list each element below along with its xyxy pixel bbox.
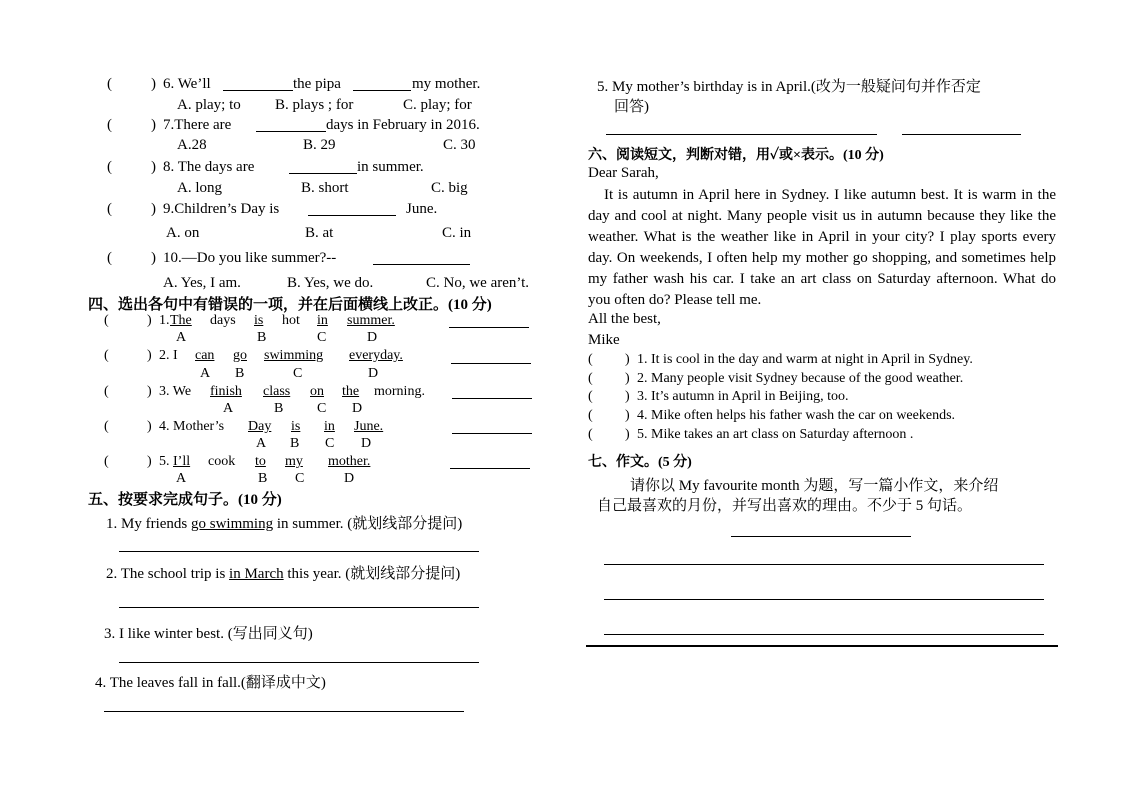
question-text: 6. We’ll bbox=[163, 76, 211, 92]
word: morning. bbox=[374, 384, 425, 399]
letter: C bbox=[317, 401, 327, 416]
question-text: 7.There are bbox=[163, 117, 232, 133]
essay-line[interactable] bbox=[604, 564, 1044, 565]
answer-line[interactable] bbox=[104, 711, 464, 712]
word-c: my bbox=[285, 454, 303, 469]
essay-line[interactable] bbox=[604, 599, 1044, 600]
correction-line[interactable] bbox=[451, 363, 531, 364]
letter: A bbox=[176, 471, 187, 486]
section-6-title: 六、阅读短文，判断对错，用✓或×表示。(10 分) bbox=[588, 148, 884, 163]
letter-signature: Mike bbox=[588, 332, 620, 348]
question-text: the pipa bbox=[293, 76, 341, 92]
sentence-part: this year. (就划线部分提问) bbox=[283, 566, 461, 582]
tf-statement: 5. Mike takes an art class on Saturday afternoon . bbox=[637, 427, 914, 442]
option-b: B. Yes, we do. bbox=[287, 275, 374, 291]
letter: B bbox=[274, 401, 284, 416]
paren-close: ) bbox=[625, 427, 630, 442]
word: cook bbox=[208, 454, 236, 469]
option-b: B. plays ; for bbox=[275, 97, 354, 113]
correction-line[interactable] bbox=[449, 327, 529, 328]
answer-blank[interactable] bbox=[289, 159, 357, 174]
option-c: C. in bbox=[442, 225, 472, 241]
paren-close: ) bbox=[151, 159, 156, 175]
tf-statement: 3. It’s autumn in April in Beijing, too. bbox=[637, 389, 849, 404]
answer-line[interactable] bbox=[119, 551, 479, 552]
paren-open: ( bbox=[588, 352, 593, 367]
option-c: C. 30 bbox=[443, 137, 476, 153]
paren-open: ( bbox=[588, 371, 593, 386]
paren-open: ( bbox=[104, 454, 109, 469]
rewrite-q5-cont: 回答) bbox=[614, 99, 649, 115]
word-d: summer. bbox=[347, 313, 395, 328]
word-d: June. bbox=[354, 419, 384, 434]
answer-blank[interactable] bbox=[353, 76, 411, 91]
word-d: the bbox=[342, 384, 360, 399]
word-a: I’ll bbox=[173, 454, 191, 469]
rewrite-q4: 4. The leaves fall in fall.(翻译成中文) bbox=[95, 675, 326, 691]
letter: D bbox=[344, 471, 355, 486]
paren-close: ) bbox=[147, 384, 152, 399]
word-b: is bbox=[254, 313, 264, 328]
option-a: A. play; to bbox=[177, 97, 241, 113]
word-a: can bbox=[195, 348, 215, 363]
word: hot bbox=[282, 313, 300, 328]
paren-open: ( bbox=[104, 419, 109, 434]
tf-statement: 4. Mike often helps his father wash the car on weekends. bbox=[637, 408, 956, 423]
sentence-part: 1. My friends bbox=[106, 516, 191, 532]
letter: B bbox=[235, 366, 245, 381]
correction-line[interactable] bbox=[450, 468, 530, 469]
answer-blank[interactable] bbox=[223, 76, 293, 91]
paren-open: ( bbox=[104, 384, 109, 399]
letter: C bbox=[295, 471, 305, 486]
word-a: The bbox=[170, 313, 192, 328]
correction-line[interactable] bbox=[452, 398, 532, 399]
word-d: everyday. bbox=[349, 348, 403, 363]
paren-open: ( bbox=[104, 348, 109, 363]
section-4-title: 四、选出各句中有错误的一项，并在后面横线上改正。(10 分) bbox=[88, 297, 492, 313]
tf-statement: 2. Many people visit Sydney because of the good weather. bbox=[637, 371, 964, 386]
answer-line[interactable] bbox=[606, 134, 877, 135]
word: days bbox=[210, 313, 236, 328]
question-text: 8. The days are bbox=[163, 159, 255, 175]
paren-close: ) bbox=[151, 76, 156, 92]
item-number: 1. bbox=[159, 313, 170, 328]
option-c: C. No, we aren’t. bbox=[426, 275, 530, 291]
letter: B bbox=[258, 471, 268, 486]
letter: D bbox=[368, 366, 379, 381]
question-text: days in February in 2016. bbox=[326, 117, 480, 133]
paren-close: ) bbox=[147, 454, 152, 469]
underlined-phrase: go swimming bbox=[191, 516, 274, 532]
section-7-title: 七、作文。(5 分) bbox=[588, 455, 692, 470]
rewrite-q1 bbox=[106, 512, 462, 533]
letter: A bbox=[200, 366, 211, 381]
word-c: on bbox=[310, 384, 324, 399]
essay-prompt: 请你以 My favourite month 为题，写一篇小作文，来介绍 bbox=[630, 478, 999, 494]
question-text: 10.—Do you like summer?-- bbox=[163, 250, 337, 266]
essay-title-line[interactable] bbox=[731, 536, 911, 537]
answer-line[interactable] bbox=[119, 607, 479, 608]
paren-open: ( bbox=[104, 313, 109, 328]
question-text: 9.Children’s Day is bbox=[163, 201, 280, 217]
option-a: A. on bbox=[166, 225, 200, 241]
letter: B bbox=[290, 436, 300, 451]
item-number: 5. bbox=[159, 454, 170, 469]
letter: D bbox=[367, 330, 378, 345]
correction-line[interactable] bbox=[452, 433, 532, 434]
underlined-phrase: in March bbox=[229, 566, 284, 582]
rewrite-q2 bbox=[106, 562, 460, 583]
sentence-part: 2. The school trip is bbox=[106, 566, 230, 582]
reading-passage: It is autumn in April here in Sydney. I like autumn best. It is warm in the day and cool at night. Many people visit us in autumn because they like the weather. What is the weather like in April in your city? I play sports every day. On weekends, I often help my mother go shopping, and sometimes help my father wash his car. I take an art class on Saturday afternoon. What do you often do? Please tell me. bbox=[588, 187, 1056, 308]
column-divider bbox=[586, 645, 1058, 647]
word-a: finish bbox=[210, 384, 242, 399]
option-b: B. 29 bbox=[303, 137, 336, 153]
answer-blank[interactable] bbox=[308, 201, 396, 216]
option-c: C. play; for bbox=[403, 97, 472, 113]
rewrite-q5: 5. My mother’s birthday is in April.(改为一般疑问句并作否定 bbox=[597, 79, 981, 95]
paren-open: ( bbox=[107, 250, 112, 266]
paren-open: ( bbox=[107, 159, 112, 175]
paren-close: ) bbox=[625, 352, 630, 367]
word-c: in bbox=[324, 419, 335, 434]
letter: C bbox=[325, 436, 335, 451]
question-text: my mother. bbox=[412, 76, 481, 92]
paren-open: ( bbox=[107, 76, 112, 92]
option-b: B. at bbox=[305, 225, 334, 241]
answer-line[interactable] bbox=[119, 662, 479, 663]
option-c: C. big bbox=[431, 180, 468, 196]
answer-line[interactable] bbox=[902, 134, 1021, 135]
rewrite-q3: 3. I like winter best. (写出同义句) bbox=[104, 626, 313, 642]
letter: A bbox=[176, 330, 187, 345]
word-a: Day bbox=[248, 419, 272, 434]
item-number: 2. I bbox=[159, 348, 178, 363]
paren-close: ) bbox=[147, 348, 152, 363]
word-b: class bbox=[263, 384, 291, 399]
paren-open: ( bbox=[107, 117, 112, 133]
paren-open: ( bbox=[107, 201, 112, 217]
letter-salutation: Dear Sarah, bbox=[588, 165, 659, 181]
essay-line[interactable] bbox=[604, 634, 1044, 635]
letter: D bbox=[352, 401, 363, 416]
word-c: in bbox=[317, 313, 328, 328]
paren-close: ) bbox=[147, 313, 152, 328]
paren-close: ) bbox=[151, 117, 156, 133]
answer-blank[interactable] bbox=[373, 250, 470, 265]
letter: C bbox=[293, 366, 303, 381]
word-b: is bbox=[291, 419, 301, 434]
paren-open: ( bbox=[588, 427, 593, 442]
letter: A bbox=[256, 436, 267, 451]
word-b: go bbox=[233, 348, 247, 363]
tf-statement: 1. It is cool in the day and warm at night in April in Sydney. bbox=[637, 352, 973, 367]
item-number: 4. Mother’s bbox=[159, 419, 225, 434]
word-c: swimming bbox=[264, 348, 324, 363]
paren-open: ( bbox=[588, 389, 593, 404]
option-a: A. Yes, I am. bbox=[163, 275, 241, 291]
paren-close: ) bbox=[151, 250, 156, 266]
letter: D bbox=[361, 436, 372, 451]
option-a: A. long bbox=[177, 180, 222, 196]
letter: B bbox=[257, 330, 267, 345]
option-b: B. short bbox=[301, 180, 349, 196]
paren-close: ) bbox=[147, 419, 152, 434]
answer-blank[interactable] bbox=[256, 117, 326, 132]
option-a: A.28 bbox=[177, 137, 207, 153]
item-number: 3. We bbox=[159, 384, 192, 399]
paren-close: ) bbox=[625, 408, 630, 423]
question-text: June. bbox=[406, 201, 438, 217]
letter-closing: All the best, bbox=[588, 311, 661, 327]
essay-prompt-cont: 自己最喜欢的月份，并写出喜欢的理由。不少于 5 句话。 bbox=[597, 498, 973, 514]
word-d: mother. bbox=[328, 454, 371, 469]
paren-close: ) bbox=[625, 371, 630, 386]
paren-close: ) bbox=[151, 201, 156, 217]
paren-close: ) bbox=[625, 389, 630, 404]
paren-open: ( bbox=[588, 408, 593, 423]
letter: C bbox=[317, 330, 327, 345]
word-b: to bbox=[255, 454, 266, 469]
question-text: in summer. bbox=[357, 159, 424, 175]
sentence-part: in summer. (就划线部分提问) bbox=[273, 516, 463, 532]
section-5-title: 五、按要求完成句子。(10 分) bbox=[88, 492, 282, 508]
letter: A bbox=[223, 401, 234, 416]
